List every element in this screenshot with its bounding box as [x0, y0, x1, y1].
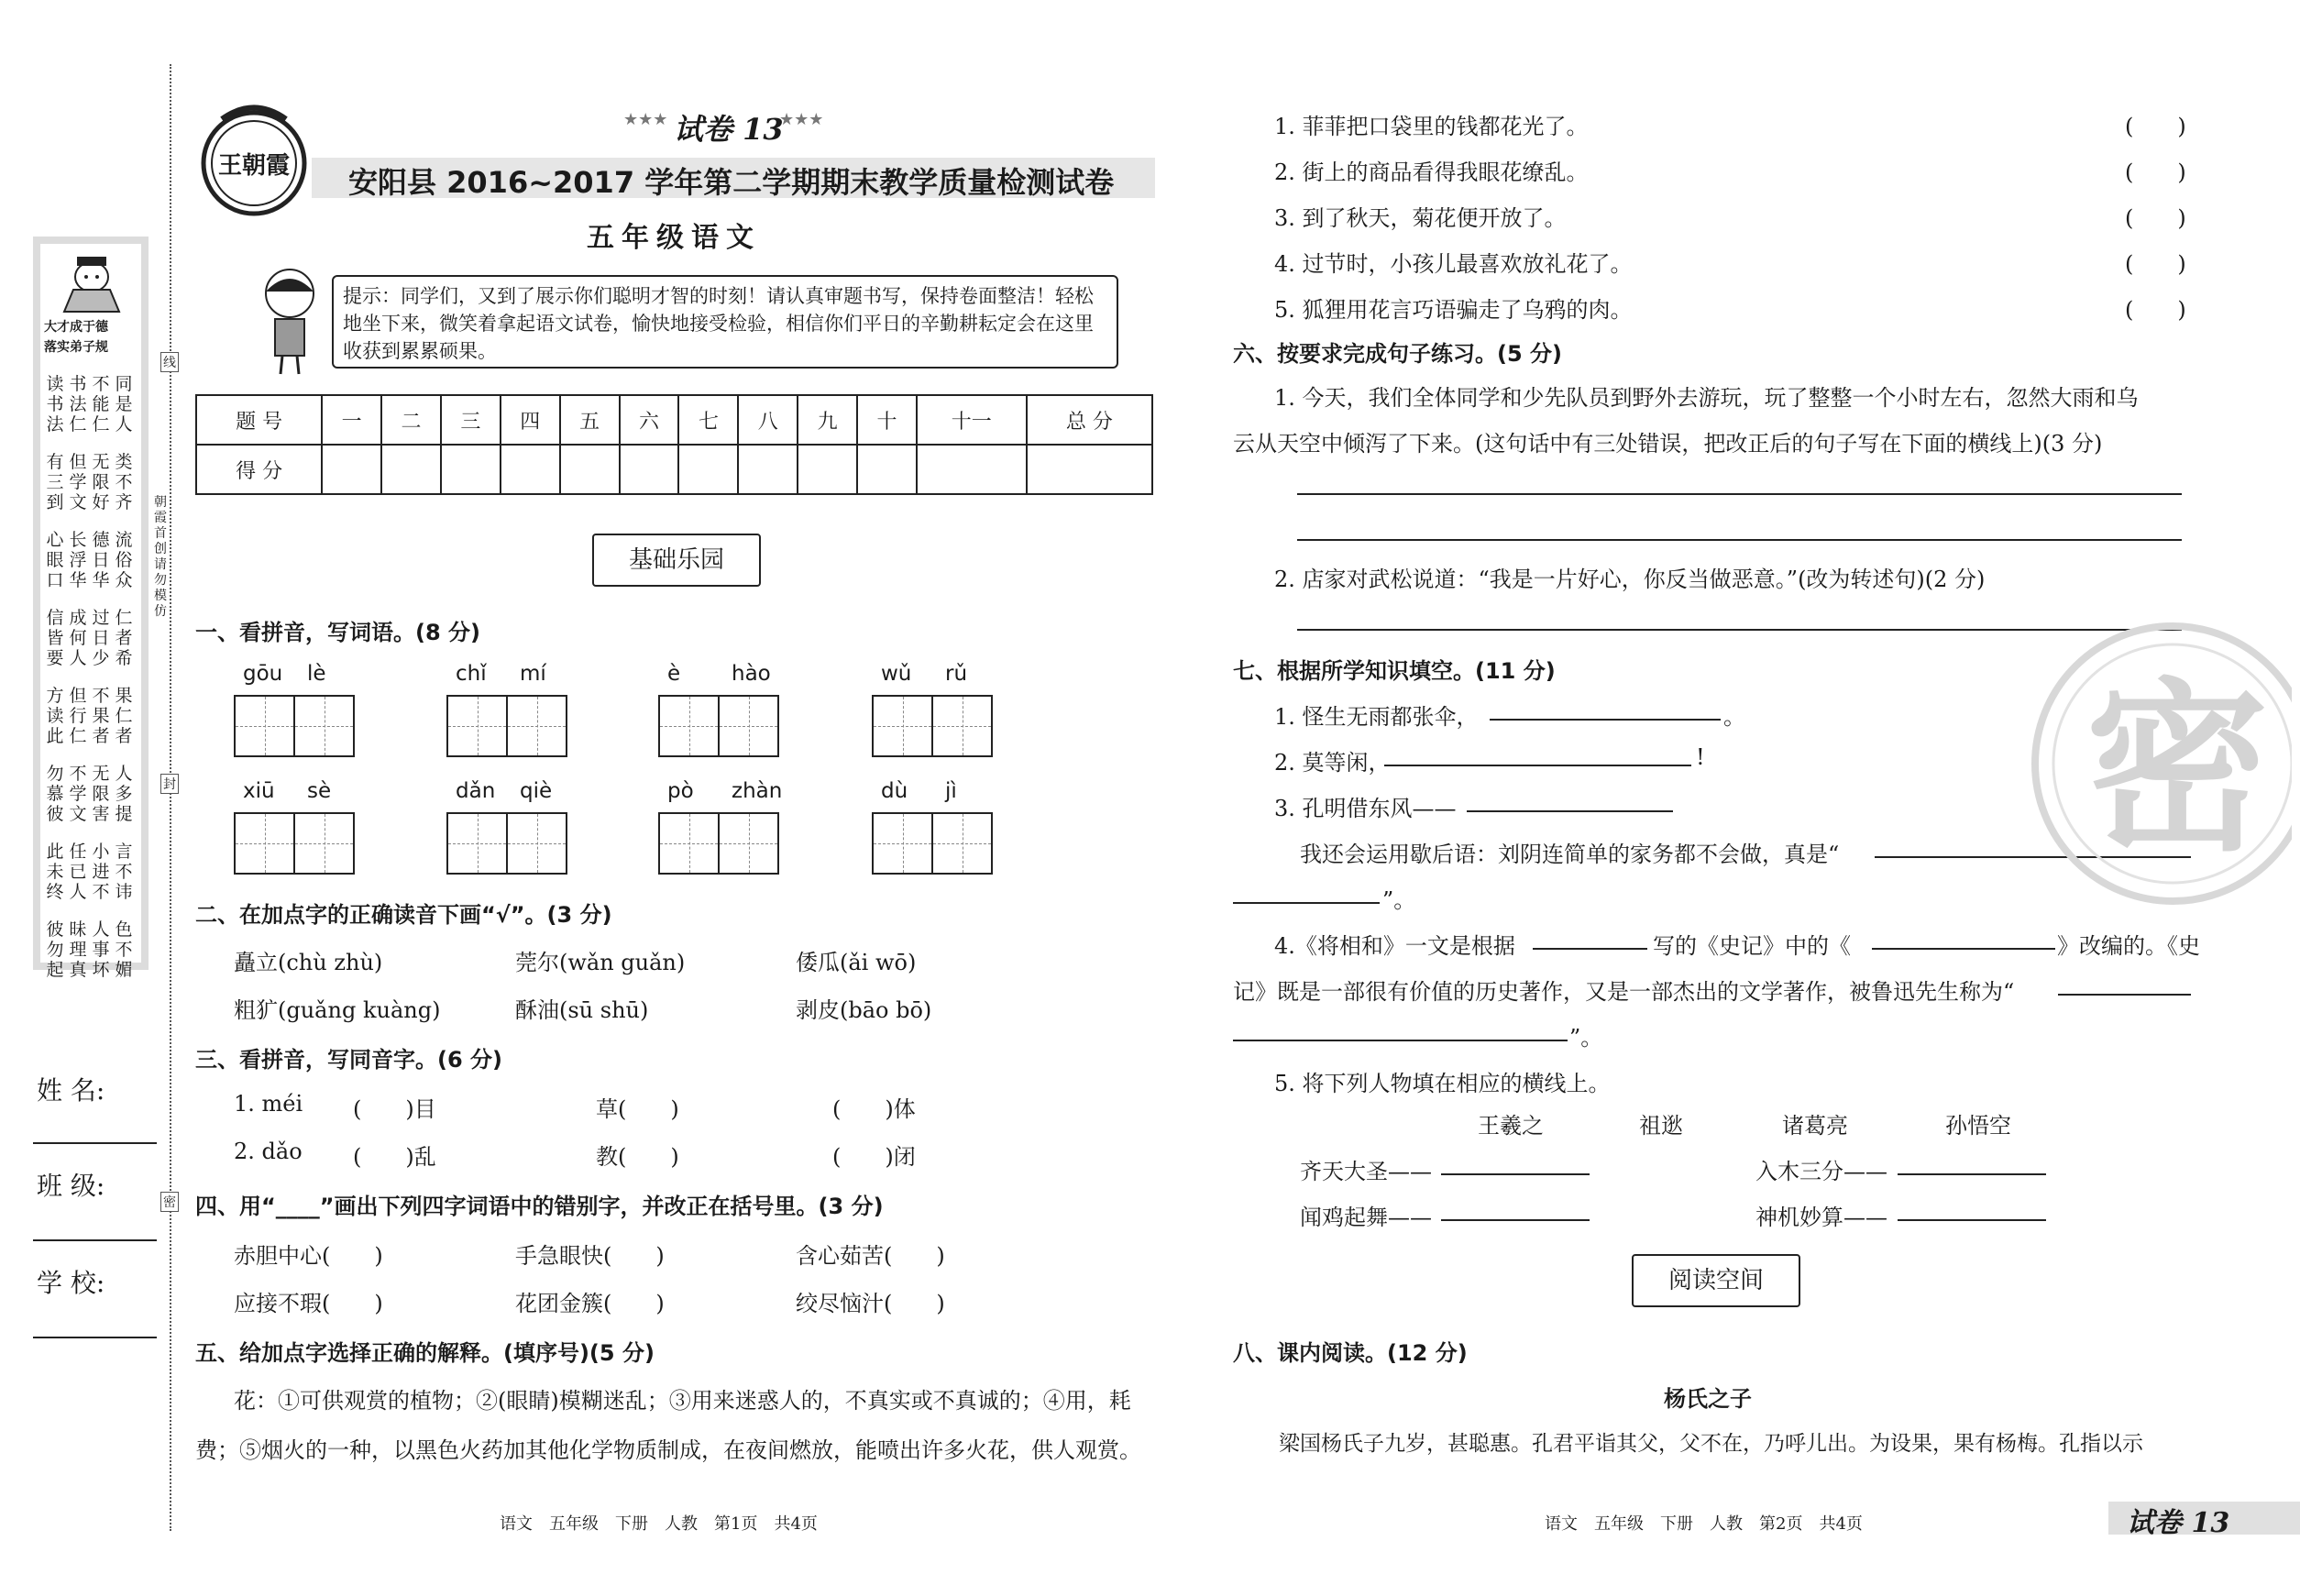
person-3: 诸葛亮	[1782, 1113, 1848, 1139]
blank-label-3: 闻鸡起舞——	[1300, 1205, 1432, 1230]
score-input-cell[interactable]	[917, 445, 1027, 494]
pinyin-syllable: dù	[881, 779, 908, 803]
score-header-cell: 一	[322, 395, 381, 445]
grid-cell[interactable]	[448, 697, 508, 755]
motto-column: 人多提	[115, 764, 133, 824]
q5-item: 1. 菲菲把口袋里的钱都花光了。	[1274, 114, 1589, 139]
q7-i5: 5. 将下列人物填在相应的横线上。	[1274, 1071, 1611, 1096]
blank-label-4: 神机妙算——	[1755, 1205, 1887, 1230]
motto-column: 此未终	[46, 842, 64, 902]
q3-r2-b: 教( )	[596, 1144, 679, 1170]
writing-grid[interactable]	[446, 812, 567, 875]
person-4: 孙悟空	[1945, 1113, 2011, 1139]
writing-grid[interactable]	[658, 812, 779, 875]
q5-title: 五、给加点字选择正确的解释。(填序号)(5 分)	[195, 1340, 655, 1366]
score-header-cell: 七	[678, 395, 738, 445]
motto-column: 方读此	[46, 686, 64, 746]
motto-column: 类不齐	[115, 452, 133, 512]
passage-title: 杨氏之子	[1664, 1385, 1752, 1412]
motto-column: 昧理真	[69, 919, 87, 980]
q5-def-line2: 费；⑤烟火的一种，以黑色火药加其他化学物质制成，在夜间燃放，能喷出许多火花，供人观赏。	[195, 1437, 1141, 1463]
q4-title: 四、用“____”画出下列四字词语中的错别字，并改正在括号里。(3 分)	[195, 1194, 884, 1219]
score-header-cell: 四	[501, 395, 560, 445]
pinyin-syllable: zhàn	[732, 779, 783, 803]
q2-title: 二、在加点字的正确读音下画“√”。(3 分)	[195, 902, 612, 928]
left-footer: 语文 五年级 下册 人教 第1页 共4页	[500, 1514, 818, 1534]
score-input-cell[interactable]	[441, 445, 501, 494]
blank-line-1[interactable]	[1441, 1173, 1590, 1175]
q5-answer-paren[interactable]: ( )	[2125, 297, 2186, 323]
q3-r1-c: ( )体	[832, 1096, 916, 1122]
person-1: 王羲之	[1478, 1113, 1544, 1139]
motto-column: 信皆要	[46, 608, 64, 668]
class-label: 班 级:	[37, 1171, 105, 1201]
grid-cell[interactable]	[720, 697, 777, 755]
q7-title: 七、根据所学知识填空。(11 分)	[1233, 658, 1556, 684]
q5-def-line1: 花：①可供观赏的植物；②(眼睛)模糊迷乱；③用来迷惑人的，不真实或不真诚的；④用，耗	[234, 1388, 1131, 1414]
score-input-cell[interactable]	[620, 445, 679, 494]
q7-i1-end: 。	[1723, 704, 1745, 730]
q7-i3-c: ”。	[1382, 887, 1416, 913]
blank-label-2: 入木三分——	[1755, 1159, 1887, 1184]
q3-title: 三、看拼音，写同音字。(6 分)	[195, 1047, 502, 1073]
motto-column: 小进不	[92, 842, 110, 902]
pinyin-syllable: wǔ	[881, 662, 912, 686]
score-input-cell[interactable]	[798, 445, 857, 494]
girl-character-icon	[257, 266, 323, 376]
pinyin-syllable: sè	[307, 779, 332, 803]
margin-char-line: 线	[160, 352, 179, 372]
q7-i1-blank[interactable]	[1490, 719, 1721, 721]
q3-r2-c: ( )闭	[832, 1144, 916, 1170]
grid-cell[interactable]	[236, 814, 295, 873]
q2-item-6: 剥皮(bāo bō)	[796, 997, 932, 1023]
grid-cell[interactable]	[508, 697, 566, 755]
grid-cell[interactable]	[933, 814, 991, 873]
name-field[interactable]	[33, 1142, 157, 1144]
q3-r1-label: 1. méi	[234, 1091, 303, 1117]
score-header-cell: 八	[738, 395, 798, 445]
q5-item: 2. 街上的商品看得我眼花缭乱。	[1274, 160, 1589, 185]
q3-r1-b: 草( )	[596, 1096, 679, 1122]
motto-column: 人事坏	[92, 919, 110, 980]
pinyin-syllable: jì	[945, 779, 957, 803]
q7-i4-blank-4[interactable]	[1233, 1040, 1568, 1041]
writing-grid[interactable]	[872, 695, 993, 757]
motto-column: 言不讳	[115, 842, 133, 902]
score-header-cell: 十一	[917, 395, 1027, 445]
corner-badge: 试卷 13	[2127, 1507, 2230, 1539]
motto-column: 无限害	[92, 764, 110, 824]
q8-title: 八、课内阅读。(12 分)	[1233, 1340, 1468, 1366]
motto-column: 仁者希	[115, 608, 133, 668]
q6-s1-line1: 1. 今天，我们全体同学和少先队员到野外去游玩，玩了整整一个小时左右，忽然大雨和乌	[1274, 385, 2139, 411]
score-header-cell: 十	[857, 395, 917, 445]
writing-grid[interactable]	[234, 695, 355, 757]
q4-item-5: 花团金簇( )	[515, 1291, 665, 1316]
q7-i3-b: 我还会运用歇后语：刘阴连简单的家务都不会做，真是“	[1300, 842, 1840, 867]
q7-i2: 2. 莫等闲，	[1274, 750, 1391, 776]
score-row-label: 得 分	[196, 445, 322, 494]
q7-i4-a: 4.《将相和》一文是根据	[1274, 933, 1515, 959]
pinyin-syllable: dǎn	[456, 779, 496, 803]
q7-i4-c: 》改编的。《史	[2057, 933, 2200, 959]
score-input-cell[interactable]	[1027, 445, 1152, 494]
q7-i4-blank-3[interactable]	[2058, 994, 2191, 996]
grid-cell[interactable]	[295, 697, 353, 755]
pinyin-syllable: pò	[667, 779, 694, 803]
banner-reading: 阅读空间	[1632, 1254, 1800, 1307]
class-field[interactable]	[33, 1239, 157, 1241]
score-input-cell[interactable]	[501, 445, 560, 494]
motto-top-2: 落实弟子规	[44, 340, 108, 355]
score-input-cell[interactable]	[738, 445, 798, 494]
grid-cell[interactable]	[933, 697, 991, 755]
writing-grid[interactable]	[446, 695, 567, 757]
q4-item-3: 含心茹苦( )	[796, 1243, 945, 1269]
banner-basic: 基础乐园	[592, 534, 761, 587]
motto-column: 过日少	[92, 608, 110, 668]
motto-column: 流俗众	[115, 530, 133, 590]
pinyin-syllable: lè	[307, 662, 326, 686]
q7-i4-blank-2[interactable]	[1872, 948, 2055, 950]
score-header-cell: 总 分	[1027, 395, 1152, 445]
q5-item: 5. 狐狸用花言巧语骗走了乌鸦的肉。	[1274, 297, 1633, 323]
exam-title: 安阳县 2016~2017 学年第二学期期末教学质量检测试卷	[348, 165, 1115, 200]
q7-i4-blank-1[interactable]	[1533, 948, 1647, 950]
q3-r1-a: ( )目	[353, 1096, 436, 1122]
q7-i3-blank[interactable]	[1467, 810, 1673, 812]
paper-badge: 试卷 13	[674, 112, 784, 147]
q7-i4-e: ”。	[1569, 1025, 1603, 1051]
motto-column: 有三到	[46, 452, 64, 512]
grid-cell[interactable]	[874, 697, 933, 755]
blank-line-3[interactable]	[1441, 1219, 1590, 1221]
q7-i4-b: 写的《史记》中的《	[1653, 933, 1851, 959]
motto-column: 不能仁	[92, 374, 110, 435]
q5-answer-paren[interactable]: ( )	[2125, 251, 2186, 277]
motto-column: 勿慕彼	[46, 764, 64, 824]
seal-line	[170, 64, 171, 1531]
motto-column: 但学文	[69, 452, 87, 512]
blank-label-1: 齐天大圣——	[1300, 1159, 1432, 1184]
grid-cell[interactable]	[874, 814, 933, 873]
school-label: 学 校:	[37, 1268, 105, 1298]
q5-answer-paren[interactable]: ( )	[2125, 114, 2186, 139]
grid-cell[interactable]	[660, 814, 720, 873]
writing-grid[interactable]	[658, 695, 779, 757]
q4-item-1: 赤胆中心( )	[234, 1243, 383, 1269]
q6-s1-line2: 云从天空中倾泻了下来。(这句话中有三处错误，把改正后的句子写在下面的横线上)(3 分)	[1233, 431, 2103, 457]
q6-title: 六、按要求完成句子练习。(5 分)	[1233, 341, 1562, 367]
passage-text: 梁国杨氏子九岁，甚聪惠。孔君平诣其父，父不在，乃呼儿出。为设果，果有杨梅。孔指以示	[1279, 1432, 2143, 1456]
margin-char-secret: 密	[160, 1192, 179, 1212]
q5-answer-paren[interactable]: ( )	[2125, 205, 2186, 231]
score-header-cell: 题 号	[196, 395, 322, 445]
scholar-illustration-icon	[55, 249, 128, 314]
q5-item: 3. 到了秋天，菊花便开放了。	[1274, 205, 1567, 231]
pinyin-syllable: rǔ	[945, 662, 968, 686]
score-header-cell: 六	[620, 395, 679, 445]
exam-subtitle: 五年级语文	[587, 222, 761, 254]
q7-i1: 1. 怪生无雨都张伞，	[1274, 704, 1479, 730]
q7-i4-d: 记》既是一部很有价值的历史著作，又是一部杰出的文学著作，被鲁迅先生称为“	[1233, 979, 2015, 1005]
score-input-cell[interactable]	[322, 445, 381, 494]
q3-r2-a: ( )乱	[353, 1144, 436, 1170]
pinyin-syllable: xiū	[243, 779, 275, 803]
writing-grid[interactable]	[234, 812, 355, 875]
grid-cell[interactable]	[295, 814, 353, 873]
q4-item-6: 绞尽恼汁( )	[796, 1291, 945, 1316]
margin-char-seal: 封	[160, 774, 179, 794]
motto-column: 色不媚	[115, 919, 133, 980]
score-header-cell: 二	[381, 395, 441, 445]
motto-column: 彼勿起	[46, 919, 64, 980]
motto-column: 书法仁	[69, 374, 87, 435]
score-input-cell[interactable]	[678, 445, 738, 494]
badge-stars-right: ★★★	[779, 110, 824, 129]
q6-answer-line-2[interactable]	[1297, 539, 2182, 541]
q2-item-1: 矗立(chù zhù)	[234, 950, 383, 975]
motto-column: 长浮华	[69, 530, 87, 590]
score-header-cell: 三	[441, 395, 501, 445]
q1-title: 一、看拼音，写词语。(8 分)	[195, 620, 480, 645]
badge-stars-left: ★★★	[623, 110, 668, 129]
score-input-cell[interactable]	[857, 445, 917, 494]
q5-answer-paren[interactable]: ( )	[2125, 160, 2186, 185]
score-header-cell: 五	[560, 395, 620, 445]
motto-top-1: 大才成于德	[44, 320, 108, 335]
motto-column: 无限好	[92, 452, 110, 512]
secret-seal-watermark-icon	[2030, 612, 2292, 915]
q4-item-4: 应接不瑕( )	[234, 1291, 383, 1316]
right-footer: 语文 五年级 下册 人教 第2页 共4页	[1545, 1514, 1863, 1534]
q7-i3: 3. 孔明借东风——	[1274, 796, 1457, 821]
q4-item-2: 手急眼快( )	[515, 1243, 665, 1269]
q5-item: 4. 过节时，小孩儿最喜欢放礼花了。	[1274, 251, 1633, 277]
motto-column: 不学文	[69, 764, 87, 824]
motto-column: 果仁者	[115, 686, 133, 746]
motto-column: 读书法	[46, 374, 64, 435]
grid-cell[interactable]	[236, 697, 295, 755]
pinyin-syllable: chǐ	[456, 662, 487, 686]
score-input-cell[interactable]	[560, 445, 620, 494]
writing-grid[interactable]	[872, 812, 993, 875]
watermark-text: 密	[2085, 663, 2270, 876]
score-table	[195, 394, 1153, 495]
name-label: 姓 名:	[37, 1075, 105, 1106]
pinyin-syllable: hào	[732, 662, 771, 686]
motto-column: 不果者	[92, 686, 110, 746]
motto-column: 但行仁	[69, 686, 87, 746]
motto-column: 心眼口	[46, 530, 64, 590]
pinyin-syllable: mí	[520, 662, 546, 686]
grid-cell[interactable]	[448, 814, 508, 873]
person-2: 祖逖	[1639, 1113, 1683, 1139]
q7-i3-blank-b2[interactable]	[1233, 902, 1380, 904]
blank-line-4[interactable]	[1898, 1219, 2046, 1221]
q3-r2-label: 2. dǎo	[234, 1139, 303, 1164]
grid-cell[interactable]	[660, 697, 720, 755]
grid-cell[interactable]	[720, 814, 777, 873]
q2-item-2: 莞尔(wǎn guǎn)	[515, 950, 686, 975]
pinyin-syllable: è	[667, 662, 681, 686]
q7-i2-blank[interactable]	[1384, 765, 1691, 766]
brand-logo-text: 王朝霞	[217, 152, 290, 180]
margin-note: 朝霞首创 请勿模仿	[154, 495, 167, 619]
pinyin-syllable: gōu	[243, 662, 283, 686]
tip-box: 提示：同学们，又到了展示你们聪明才智的时刻！请认真审题书写，保持卷面整洁！轻松地坐下来，微笑着拿起语文试卷，愉快地接受检验，相信你们平日的辛勤耕耘定会在这里收获到累累硕果。	[332, 275, 1118, 369]
score-value-row	[196, 445, 1152, 494]
q2-item-4: 粗犷(guǎng kuàng)	[234, 997, 441, 1023]
blank-line-2[interactable]	[1898, 1173, 2046, 1175]
q6-s2: 2. 店家对武松说道：“我是一片好心，你反当做恶意。”(改为转述句)(2 分)	[1274, 567, 1986, 592]
motto-column: 同是人	[115, 374, 133, 435]
score-header-row	[196, 395, 1152, 445]
motto-column: 德日华	[92, 530, 110, 590]
school-field[interactable]	[33, 1337, 157, 1338]
grid-cell[interactable]	[508, 814, 566, 873]
pinyin-syllable: qiè	[520, 779, 553, 803]
q7-i2-end: !	[1696, 744, 1705, 770]
q2-item-5: 酥油(sū shū)	[515, 997, 649, 1023]
motto-column: 成何人	[69, 608, 87, 668]
q6-answer-line-1[interactable]	[1297, 493, 2182, 495]
motto-column: 任已人	[69, 842, 87, 902]
q2-item-3: 倭瓜(ǎi wō)	[796, 950, 917, 975]
score-input-cell[interactable]	[381, 445, 441, 494]
score-header-cell: 九	[798, 395, 857, 445]
